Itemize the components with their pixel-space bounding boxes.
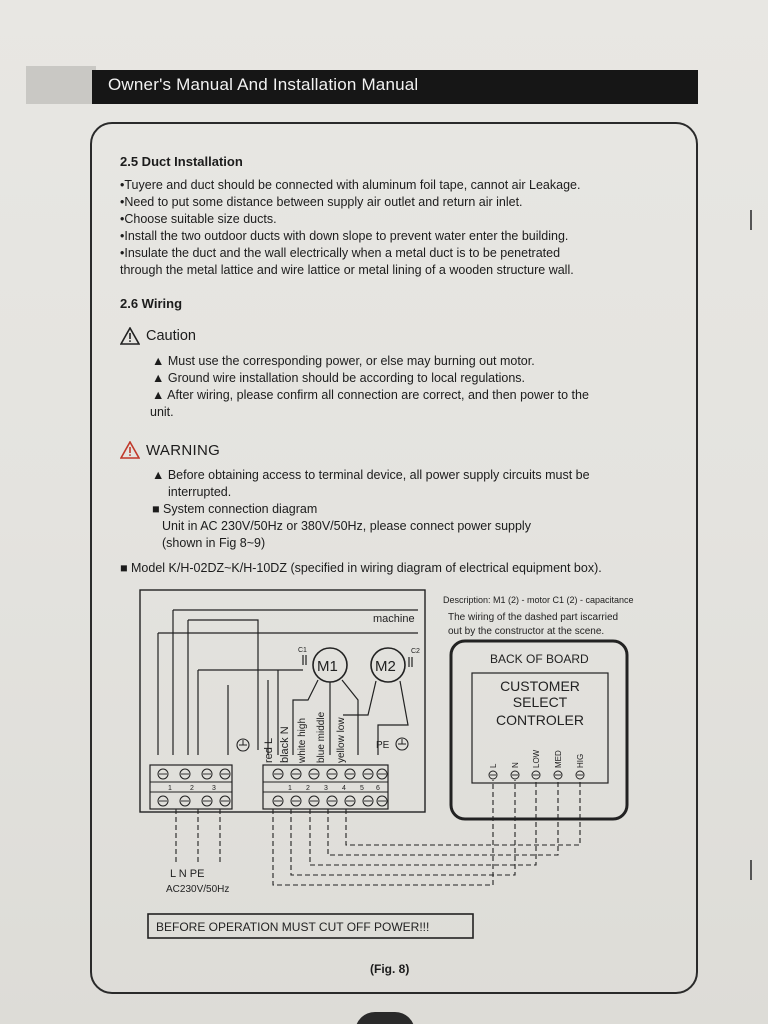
pe-label: PE [376,740,390,751]
caution-triangle-icon [120,327,140,345]
supply-voltage: AC230V/50Hz [166,884,230,895]
right-terminal-1: 1 [288,785,292,792]
warning-triangle-icon [120,441,140,459]
controller-terminal-n: N [511,762,520,768]
controller-terminal-hig: HIG [576,753,585,768]
caution-label: Caution [146,328,196,344]
model-line: ■ Model K/H-02DZ~K/H-10DZ (specified in wiring diagram of electrical equipment box). [120,561,602,575]
right-terminal-6: 6 [376,785,380,792]
duct-bullet-3: •Choose suitable size ducts. [120,212,277,226]
warning-item-1: ▲ Before obtaining access to terminal device, all power supply circuits must be [152,468,590,482]
right-terminal-3: 3 [324,785,328,792]
caution-item-2: ▲ Ground wire installation should be according to local regulations. [152,371,525,385]
wire-label-yellow-low: yellow low [336,717,347,763]
wire-label-red-l: red L [263,737,275,763]
caution-row [120,327,196,345]
header-tab [26,66,96,104]
warning-item-4: Unit in AC 230V/50Hz or 380V/50Hz, please connect power supply [162,519,531,533]
binding-clip [750,860,758,880]
left-terminal-block [150,765,232,809]
back-of-board-title: BACK OF BOARD [490,652,589,666]
wiring-diagram [118,585,658,945]
motor-m1-label: M1 [317,658,338,675]
right-terminal-block [263,765,388,809]
wire-label-blue-middle: blue middle [316,711,327,763]
motor-m2-label: M2 [375,658,396,675]
controller-line-2: SELECT [512,694,568,710]
controller-terminal-l: L [489,763,498,768]
duct-bullet-6: through the metal lattice and wire lattice or metal lining of a wooden structure wall. [120,263,574,277]
description-line-1: Description: M1 (2) - motor C1 (2) - capacitance [443,595,634,605]
duct-bullet-2: •Need to put some distance between supply air outlet and return air inlet. [120,195,523,209]
controller-terminal-med: MED [554,750,563,768]
right-terminal-4: 4 [342,785,346,792]
power-warning-text: BEFORE OPERATION MUST CUT OFF POWER!!! [156,920,430,934]
cap-c1-label: C1 [298,647,307,654]
warning-label: WARNING [146,441,221,459]
warning-item-2: interrupted. [168,485,232,499]
description-line-3: out by the constructor at the scene. [448,626,605,637]
figure-caption: (Fig. 8) [370,962,410,976]
left-terminal-2: 2 [190,785,194,792]
left-terminal-1: 1 [168,785,172,792]
supply-labels: L N PE [170,868,205,880]
wiring-heading: 2.6 Wiring [120,296,183,311]
duct-heading: 2.5 Duct Installation [120,154,243,169]
caution-item-3: ▲ After wiring, please confirm all connection are correct, and then power to the [152,388,589,402]
warning-row [120,441,220,459]
cap-c2-label: C2 [411,648,420,655]
warning-item-3: ■ System connection diagram [152,502,318,516]
left-terminal-3: 3 [212,785,216,792]
binding-clip [750,210,758,230]
wire-label-black-n: black N [279,726,291,763]
back-of-board-box [451,641,627,819]
right-terminal-2: 2 [306,785,310,792]
right-terminal-5: 5 [360,785,364,792]
caution-item-1: ▲ Must use the corresponding power, or else may burning out motor. [152,354,535,368]
description-line-2: The wiring of the dashed part iscarried [448,612,619,623]
controller-line-1: CUSTOMER [500,678,580,694]
duct-bullet-4: •Install the two outdoor ducts with down slope to prevent water enter the building. [120,229,569,243]
wire-label-white-high: white high [297,717,308,763]
machine-label: machine [373,613,415,625]
page-header-title: Owner's Manual And Installation Manual [108,75,419,94]
controller-line-3: CONTROLER [496,712,584,728]
warning-item-5: (shown in Fig 8~9) [162,536,266,550]
duct-bullet-5: •Insulate the duct and the wall electrically when a metal duct is to be penetrated [120,246,561,260]
duct-bullet-1: •Tuyere and duct should be connected with aluminum foil tape, cannot air Leakage. [120,178,581,192]
caution-item-4: unit. [150,405,174,419]
controller-terminal-low: LOW [532,749,541,768]
